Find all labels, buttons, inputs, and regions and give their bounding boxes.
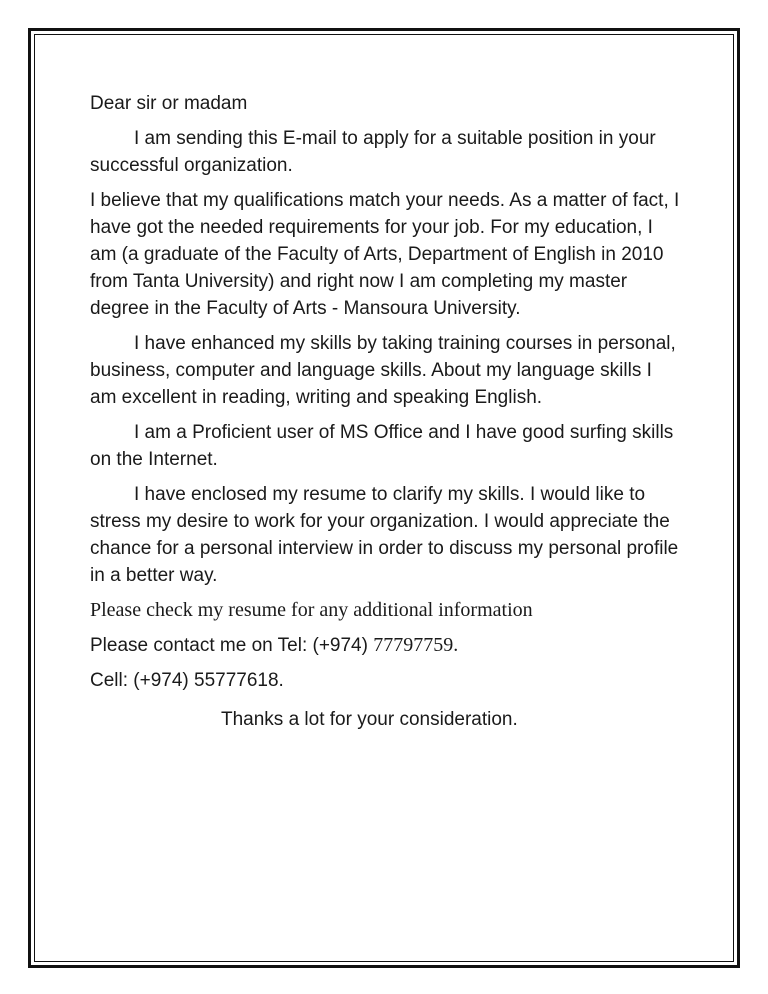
contact-tel-number: 77797759. (373, 634, 459, 656)
cover-letter (90, 90, 680, 741)
paragraph-qualifications: I believe that my qualifications match your needs. As a matter of fact, I have got the needed requirements for your job. For my education, I am (a graduate of the Faculty of Arts, Department of English in 2010 from Tanta University) and right now I am completing my master degree in the Faculty of Arts - Mansoura University. (90, 190, 680, 319)
contact-telephone (90, 632, 680, 659)
paragraph-application: I am sending this E-mail to apply for a suitable position in your successful organization. (90, 128, 656, 176)
closing: Thanks a lot for your consideration. (221, 709, 518, 730)
salutation: Dear sir or madam (90, 93, 248, 114)
contact-tel-prefix: Please contact me on Tel: (+974) (90, 635, 368, 656)
paragraph-skills: I have enhanced my skills by taking training courses in personal, business, computer and language skills. About my language skills I am excellent in reading, writing and speaking English. (90, 333, 676, 408)
paragraph-ms-office: I am a Proficient user of MS Office and I have good surfing skills on the Internet. (90, 422, 674, 470)
contact-cell: Cell: (+974) 55777618. (90, 670, 284, 691)
resume-note: Please check my resume for any additional information (90, 599, 533, 621)
paragraph-resume: I have enclosed my resume to clarify my skills. I would like to stress my desire to work for your organization. I would appreciate the chance for a personal interview in order to discuss my personal profile in a better way. (90, 484, 679, 586)
